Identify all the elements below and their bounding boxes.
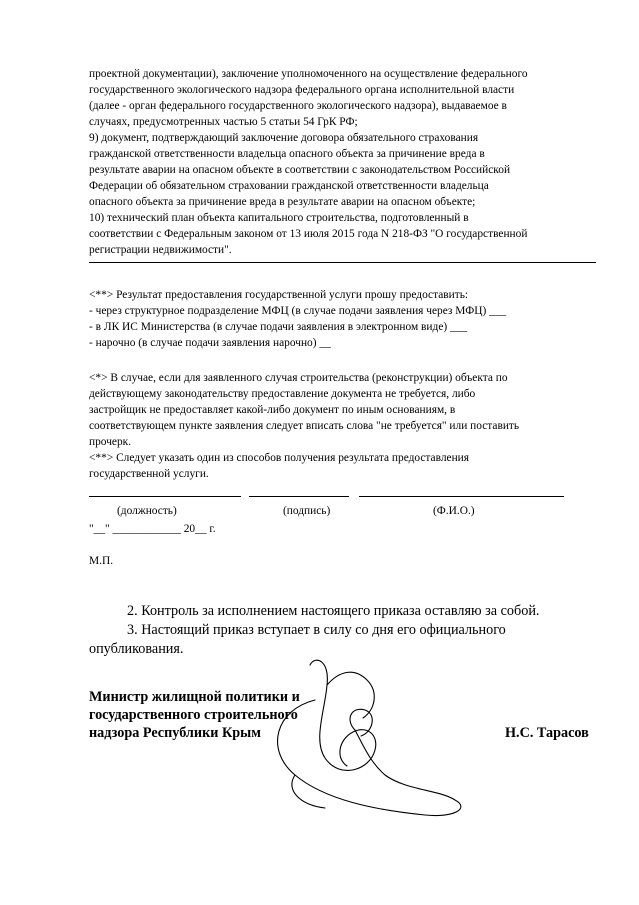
- text-line: (далее - орган федерального государственного экологического надзора), выдаваемое в: [89, 100, 507, 112]
- text-line: 10) технический план объекта капитального строительства, подготовленный в: [89, 212, 469, 224]
- text-line: результате аварии на опасном объекте в соответствии с законодательством Российской: [89, 164, 511, 176]
- caption-position: (должность): [117, 505, 177, 517]
- name-line: [359, 496, 564, 497]
- order-item-3-cont: опубликования.: [89, 641, 184, 657]
- caption-signature: (подпись): [283, 505, 331, 517]
- text-line: соответствии с Федеральным законом от 13 июля 2015 года N 218-ФЗ "О государственной: [89, 228, 528, 240]
- text-line: гражданской ответственности владельца опасного объекта за причинение вреда в: [89, 148, 485, 160]
- signature-line: [249, 496, 349, 497]
- text-line: государственной услуги.: [89, 468, 209, 480]
- signer-title-line: государственного строительного: [89, 707, 298, 723]
- signer-name: Н.С. Тарасов: [505, 725, 589, 741]
- position-line: [89, 496, 241, 497]
- text-line: опасного объекта за причинение вреда в результате аварии на опасном объекте;: [89, 196, 476, 208]
- text-line: - через структурное подразделение МФЦ (в случае подачи заявления через МФЦ) ___: [89, 305, 507, 317]
- text-line: <**> Результат предоставления государственной услуги прошу предоставить:: [89, 289, 469, 301]
- text-line: проектной документации), заключение уполномоченного на осуществление федерального: [89, 68, 528, 80]
- text-line: <**> Следует указать один из способов получения результата предоставления: [89, 452, 469, 464]
- signer-title-line: надзора Республики Крым: [89, 725, 261, 741]
- text-line: случаях, предусмотренных частью 5 статьи 54 ГрК РФ;: [89, 116, 358, 128]
- text-line: 9) документ, подтверждающий заключение договора обязательного страхования: [89, 132, 479, 144]
- text-line: - нарочно (в случае подачи заявления нарочно) __: [89, 337, 331, 349]
- date-line: "__" ____________ 20__ г.: [89, 523, 216, 535]
- signer-title-line: Министр жилищной политики и: [89, 689, 300, 705]
- text-line: соответствующем пункте заявления следует вписать слова "не требуется" или поставить: [89, 420, 520, 432]
- result-options: [89, 287, 596, 351]
- text-line: действующему законодательству предоставление документа не требуется, либо: [89, 388, 476, 400]
- text-line: застройщик не предоставляет какой-либо документ по иным основаниям, в: [89, 404, 456, 416]
- text-line: Федерации об обязательном страховании гражданской ответственности владельца: [89, 180, 489, 192]
- appendix-documents-list: [89, 66, 596, 258]
- order-item-3: 3. Настоящий приказ вступает в силу со дня его официального: [127, 622, 506, 638]
- text-line: государственного экологического надзора федерального органа исполнительной власти: [89, 84, 515, 96]
- text-line: <*> В случае, если для заявленного случая строительства (реконструкции) объекта по: [89, 372, 508, 384]
- stamp-mark: М.П.: [89, 555, 114, 567]
- order-item-2: 2. Контроль за исполнением настоящего приказа оставляю за собой.: [127, 603, 540, 619]
- text-line: прочерк.: [89, 436, 132, 448]
- separator-line: [89, 262, 596, 263]
- caption-name: (Ф.И.О.): [433, 505, 475, 517]
- footnotes: [89, 370, 596, 482]
- text-line: регистрации недвижимости".: [89, 244, 232, 256]
- text-line: - в ЛК ИС Министерства (в случае подачи заявления в электронном виде) ___: [89, 321, 468, 333]
- handwritten-signature: [255, 640, 485, 840]
